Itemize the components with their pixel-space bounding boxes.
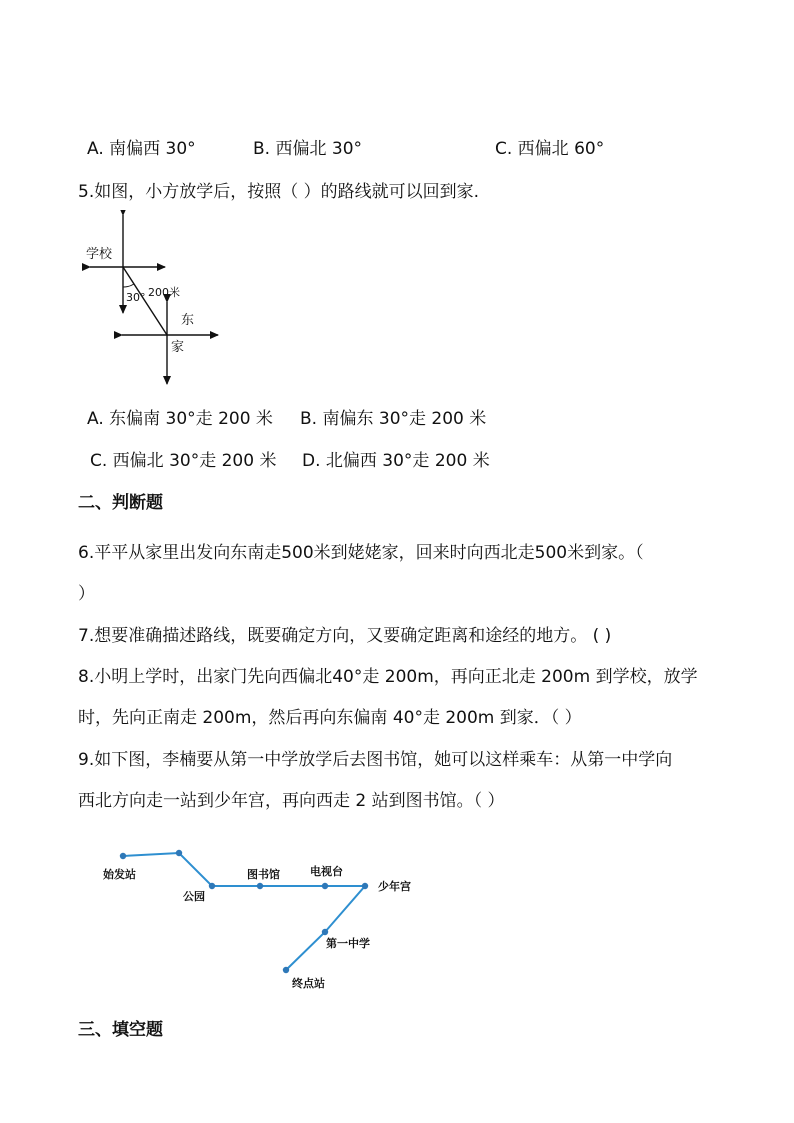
q9-line1: 9.如下图，李楠要从第一中学放学后去图书馆，她可以这样乘车：从第一中学向 <box>78 750 673 770</box>
q8-line2: 时，先向正南走 200m，然后再向东偏南 40°走 200m 到家．（ ） <box>78 708 582 728</box>
distance-label: 200米 <box>148 286 180 299</box>
q4-option-c: C. 西偏北 60° <box>495 139 605 159</box>
q5-stem: 5.如图，小方放学后，按照（ ）的路线就可以回到家. <box>78 182 480 202</box>
bus-route-map <box>95 840 435 1000</box>
q6-line2: ） <box>78 584 95 604</box>
stop-bend-dot <box>176 850 182 856</box>
q5-option-d: D. 北偏西 30°走 200 米 <box>302 451 490 471</box>
stop-youth-palace-label: 少年宫 <box>378 880 411 893</box>
stop-library-label: 图书馆 <box>247 868 280 881</box>
q5-option-c: C. 西偏北 30°走 200 米 <box>90 451 277 471</box>
q5-direction-figure <box>70 210 240 390</box>
q8-line1: 8.小明上学时，出家门先向西偏北40°走 200m，再向正北走 200m 到学校，放学 <box>78 667 698 687</box>
stop-end-label: 终点站 <box>292 977 325 990</box>
q9-line2: 西北方向走一站到少年宫，再向西走 2 站到图书馆。（ ） <box>78 791 505 811</box>
school-label: 学校 <box>86 247 113 262</box>
stop-school-dot <box>322 929 328 935</box>
stop-start-dot <box>120 853 126 859</box>
home-label: 家 <box>171 340 185 355</box>
stop-end-dot <box>283 967 289 973</box>
q4-option-a: A. 南偏西 30° <box>87 139 196 159</box>
stop-tv-dot <box>322 883 328 889</box>
angle-label: 30° <box>126 291 146 304</box>
route-line-south <box>286 886 365 970</box>
q6-line1: 6.平平从家里出发向东南走500米到姥姥家，回来时向西北走500米到家。（ <box>78 543 644 563</box>
section3-title: 三、填空题 <box>78 1020 163 1040</box>
stop-start-label: 始发站 <box>103 868 136 881</box>
stop-park-label: 公园 <box>183 890 205 903</box>
angle-arc <box>123 284 134 287</box>
stop-school-label: 第一中学 <box>326 937 370 950</box>
section2-title: 二、判断题 <box>78 493 163 513</box>
q7-text: 7.想要准确描述路线，既要确定方向，又要确定距离和途经的地方。 ( ) <box>78 626 612 646</box>
q4-option-b: B. 西偏北 30° <box>253 139 363 159</box>
east-label: 东 <box>181 313 195 328</box>
stop-youth-palace-dot <box>362 883 368 889</box>
q5-option-a: A. 东偏南 30°走 200 米 <box>87 409 273 429</box>
q5-option-b: B. 南偏东 30°走 200 米 <box>300 409 487 429</box>
stop-library-dot <box>257 883 263 889</box>
stop-tv-label: 电视台 <box>310 865 343 878</box>
stop-park-dot <box>209 883 215 889</box>
